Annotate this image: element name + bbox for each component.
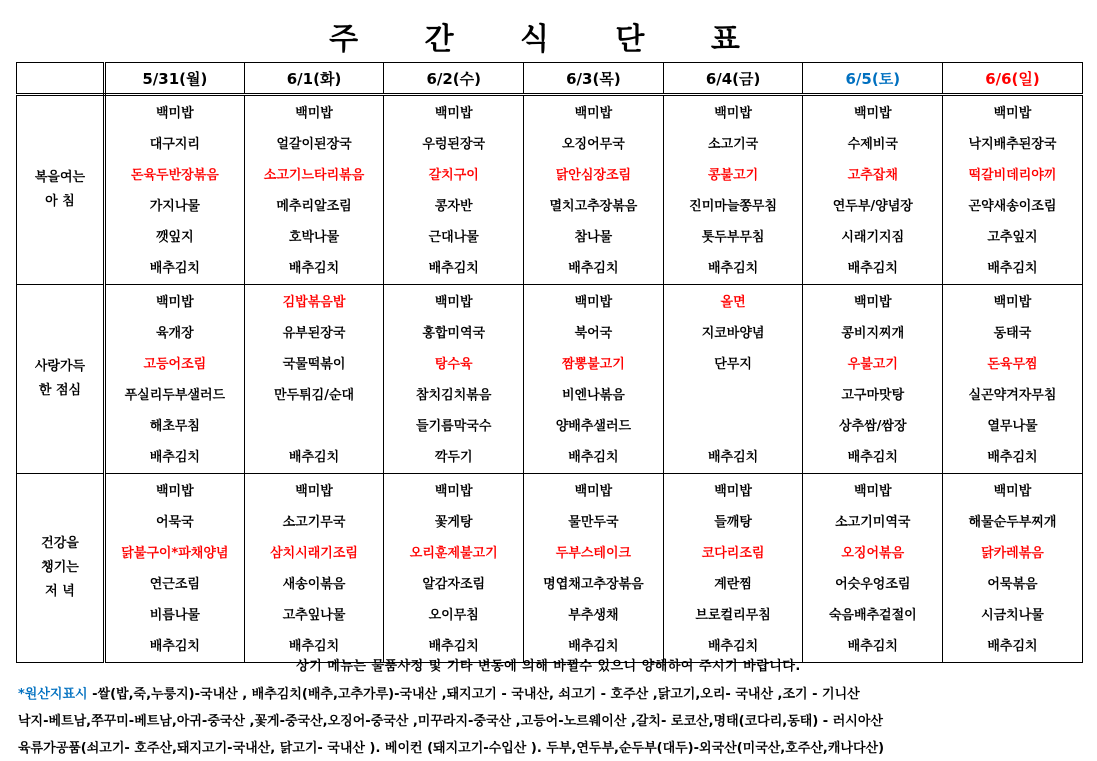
menu-item: 배추김치 [847, 261, 898, 276]
menu-item: 배추김치 [847, 450, 898, 465]
menu-item: 백미밥 [156, 484, 194, 499]
menu-item: 연두부/양념장 [832, 199, 913, 214]
menu-item: 백미밥 [295, 484, 333, 499]
day-header: 6/2(수) [384, 63, 524, 95]
menu-item: 북어국 [574, 326, 613, 341]
menu-item: 배추김치 [987, 639, 1038, 654]
menu-item: 어묵국 [156, 515, 194, 530]
menu-cell [244, 285, 384, 474]
menu-item: 소고기국 [707, 137, 759, 152]
menu-item: 메추리알조림 [276, 199, 352, 214]
menu-item: 실곤약겨자무침 [968, 388, 1057, 403]
menu-item: 숙음배추겉절이 [828, 608, 917, 623]
menu-item: 연근조림 [149, 577, 200, 592]
menu-item-main: 짬뽕불고기 [562, 357, 625, 372]
menu-item: 국물떡볶이 [282, 357, 346, 372]
menu-cell [105, 474, 245, 663]
menu-item-main: 고추잡채 [847, 168, 898, 183]
menu-item: 배추김치 [149, 639, 200, 654]
menu-item: 상추쌈/쌈장 [839, 419, 907, 434]
meal-label [17, 474, 105, 663]
menu-item: 배추김치 [149, 450, 200, 465]
menu-item-main: 닭불구이*파채양념 [121, 546, 229, 561]
page-title: 주 간 식 단 표 [329, 22, 768, 57]
menu-item: 푸실리두부샐러드 [124, 388, 226, 403]
menu-item: 만두튀김/순대 [273, 388, 355, 403]
menu-item: 소고기무국 [282, 515, 346, 530]
menu-item: 백미밥 [853, 106, 892, 121]
menu-item: 배추김치 [987, 450, 1038, 465]
menu-cell [244, 95, 384, 285]
header-corner [17, 63, 105, 95]
origin-text: -쌀(밥,죽,누룽지)-국내산 , 배추김치(배추,고추가루)-국내산 ,돼지고기 - 국내산, 쇠고기 - 호주산 ,닭고기,오리- 국내산 ,조기 - 기니산 [87, 687, 860, 702]
menu-item: 백미밥 [295, 106, 333, 121]
menu-item [245, 411, 384, 442]
menu-item: 콩비지찌개 [841, 326, 905, 341]
menu-item: 백미밥 [434, 484, 473, 499]
menu-item: 백미밥 [574, 295, 613, 310]
menu-item: 계란찜 [714, 577, 752, 592]
menu-cell [384, 285, 524, 474]
day-header: 6/1(화) [244, 63, 384, 95]
menu-cell [384, 474, 524, 663]
menu-item: 고추잎나물 [282, 608, 346, 623]
menu-item: 곤약새송이조림 [968, 199, 1057, 214]
menu-item: 배추김치 [568, 450, 619, 465]
menu-cell [803, 474, 943, 663]
menu-item: 배추김치 [288, 639, 340, 654]
menu-item: 얼갈이된장국 [276, 137, 352, 152]
menu-item: 해초무침 [149, 419, 200, 434]
menu-item: 근대나물 [428, 230, 479, 245]
menu-item-main: 고등어조림 [143, 357, 207, 372]
menu-item: 고구마맛탕 [841, 388, 905, 403]
day-header: 6/3(목) [524, 63, 664, 95]
day-header-sunday: 6/6(일) [943, 63, 1083, 95]
menu-item-main: 돈육무찜 [987, 357, 1038, 372]
menu-item: 배추김치 [568, 639, 619, 654]
menu-cell [803, 95, 943, 285]
menu-item: 수제비국 [847, 137, 898, 152]
menu-item: 참치김치볶음 [416, 388, 492, 403]
meal-label-line: 저 녁 [45, 584, 75, 599]
menu-item: 배추김치 [847, 639, 898, 654]
menu-item-main: 삼치시래기조림 [270, 546, 358, 561]
origin-label: *원산지표시 [18, 687, 88, 702]
menu-item: 백미밥 [993, 484, 1032, 499]
menu-item: 깍두기 [434, 450, 473, 465]
menu-item: 홍합미역국 [422, 326, 486, 341]
menu-item: 백미밥 [574, 484, 613, 499]
menu-item: 육개장 [156, 326, 194, 341]
meal-label-line: 건강을 [41, 536, 79, 551]
menu-cell [524, 285, 664, 474]
menu-item: 대구지리 [149, 137, 200, 152]
menu-item: 열무나물 [987, 419, 1038, 434]
menu-item: 백미밥 [714, 106, 752, 121]
menu-cell [943, 285, 1083, 474]
menu-item: 백미밥 [993, 106, 1032, 121]
menu-item: 새송이볶음 [282, 577, 346, 592]
menu-item-main: 돈육두반장볶음 [130, 168, 219, 183]
meal-label-line: 복을여는 [34, 170, 86, 185]
menu-item: 백미밥 [434, 106, 473, 121]
meal-label-line: 챙기는 [41, 560, 79, 575]
menu-item: 배추김치 [288, 450, 340, 465]
menu-cell [105, 95, 245, 285]
menu-item: 배추김치 [707, 450, 759, 465]
menu-item: 시금치나물 [981, 608, 1044, 623]
menu-item-main: 떡갈비데리야끼 [968, 168, 1057, 183]
menu-item: 진미마늘쫑무침 [689, 199, 778, 214]
menu-item: 어슷우엉조림 [835, 577, 911, 592]
menu-item: 배추김치 [428, 261, 479, 276]
menu-item: 가지나물 [149, 199, 200, 214]
menu-item-main: 두부스테이크 [555, 546, 632, 561]
header-row [17, 63, 1083, 95]
meal-label [17, 285, 105, 474]
menu-item [664, 411, 803, 442]
menu-item: 단무지 [714, 357, 752, 372]
menu-cell [663, 474, 803, 663]
menu-item: 고추잎지 [987, 230, 1038, 245]
menu-item: 백미밥 [434, 295, 473, 310]
menu-item-main: 코다리조림 [701, 546, 765, 561]
menu-item: 백미밥 [714, 484, 752, 499]
menu-item-main: 소고기느타리볶음 [263, 168, 365, 183]
menu-cell [943, 474, 1083, 663]
menu-item: 동태국 [993, 326, 1032, 341]
menu-item: 배추김치 [987, 261, 1038, 276]
menu-item: 백미밥 [993, 295, 1032, 310]
menu-item: 오이무침 [428, 608, 479, 623]
menu-item: 백미밥 [853, 295, 892, 310]
menu-item: 콩자반 [434, 199, 473, 214]
menu-item: 물만두국 [568, 515, 619, 530]
menu-cell [384, 95, 524, 285]
menu-item-main: 닭카레볶음 [981, 546, 1044, 561]
menu-cell [524, 95, 664, 285]
meal-label [17, 95, 105, 285]
menu-item: 브로컬리무침 [695, 608, 771, 623]
origin-line-2: 낙지-베트남,쭈꾸미-베트남,아귀-중국산 ,꽃게-중국산,오징어-중국산 ,미꾸라지-중국산 ,고등어-노르웨이산 ,갈치- 로코산,명태(코다리,동태) - 러시아산 [18, 714, 883, 729]
menu-item: 배추김치 [707, 639, 759, 654]
day-header: 6/4(금) [663, 63, 803, 95]
meal-row [17, 95, 1083, 285]
menu-item: 들기름막국수 [416, 419, 492, 434]
menu-item-main: 오리훈제불고기 [409, 546, 498, 561]
menu-cell [803, 285, 943, 474]
menu-item-main: 닭안심장조림 [555, 168, 632, 183]
menu-item: 배추김치 [428, 639, 479, 654]
menu-item: 낙지배추된장국 [968, 137, 1057, 152]
menu-item-main: 오징어볶음 [841, 546, 905, 561]
day-header: 5/31(월) [105, 63, 245, 95]
menu-item: 톳두부무침 [701, 230, 765, 245]
menu-item: 백미밥 [156, 295, 194, 310]
menu-item: 배추김치 [707, 261, 759, 276]
day-header-saturday: 6/5(토) [803, 63, 943, 95]
meal-row [17, 474, 1083, 663]
menu-item: 오징어무국 [562, 137, 625, 152]
menu-cell [663, 95, 803, 285]
menu-item: 참나물 [574, 230, 613, 245]
menu-item: 비름나물 [149, 608, 200, 623]
origin-line-3: 육류가공품(쇠고기- 호주산,돼지고기-국내산, 닭고기- 국내산 ). 베이컨 (돼지고기-수입산 ). 두부,연두부,순두부(대두)-외국산(미국산,호주산,캐나다산) [18, 741, 885, 756]
menu-item-main: 갈치구이 [428, 168, 479, 183]
menu-item: 백미밥 [156, 106, 194, 121]
menu-cell [663, 285, 803, 474]
menu-item-main: 김밥볶음밥 [282, 295, 346, 310]
menu-item: 들깨탕 [714, 515, 752, 530]
menu-item-main: 올면 [720, 295, 746, 310]
menu-item: 해물순두부찌개 [968, 515, 1057, 530]
menu-cell [105, 285, 245, 474]
menu-item: 지코바양념 [701, 326, 765, 341]
menu-item: 부추생채 [568, 608, 619, 623]
menu-item: 배추김치 [288, 261, 340, 276]
menu-item-main: 콩불고기 [707, 168, 759, 183]
menu-item: 호박나물 [288, 230, 340, 245]
meal-label-line: 사랑가득 [34, 359, 86, 374]
menu-item: 우렁된장국 [422, 137, 486, 152]
menu-cell [524, 474, 664, 663]
notice-text: 상기 메뉴는 물품사정 및 기타 변동에 의해 바뀔수 있으니 양해하여 주시기 바랍니다. [296, 659, 801, 674]
menu-item: 소고기미역국 [835, 515, 911, 530]
meal-row [17, 285, 1083, 474]
menu-item: 시래기지짐 [841, 230, 905, 245]
menu-item: 알감자조림 [422, 577, 486, 592]
menu-item-main: 우불고기 [847, 357, 898, 372]
meal-label-line: 아 침 [45, 194, 75, 209]
menu-cell [943, 95, 1083, 285]
menu-item [664, 380, 803, 411]
menu-item: 명엽채고추장볶음 [543, 577, 644, 592]
menu-item: 백미밥 [574, 106, 613, 121]
origin-line-1 [18, 683, 1088, 702]
menu-item: 양배추샐러드 [555, 419, 632, 434]
menu-item: 백미밥 [853, 484, 892, 499]
menu-item: 꽃게탕 [434, 515, 473, 530]
meal-label-line: 한 점심 [38, 383, 82, 398]
menu-item: 어묵볶음 [987, 577, 1038, 592]
menu-item: 멸치고추장볶음 [549, 199, 638, 214]
menu-cell [244, 474, 384, 663]
menu-item: 유부된장국 [282, 326, 346, 341]
menu-item: 깻잎지 [156, 230, 194, 245]
menu-item-main: 탕수육 [434, 357, 473, 372]
menu-item: 배추김치 [149, 261, 200, 276]
menu-item: 배추김치 [568, 261, 619, 276]
menu-table [16, 62, 1083, 663]
menu-item: 비엔나볶음 [562, 388, 625, 403]
